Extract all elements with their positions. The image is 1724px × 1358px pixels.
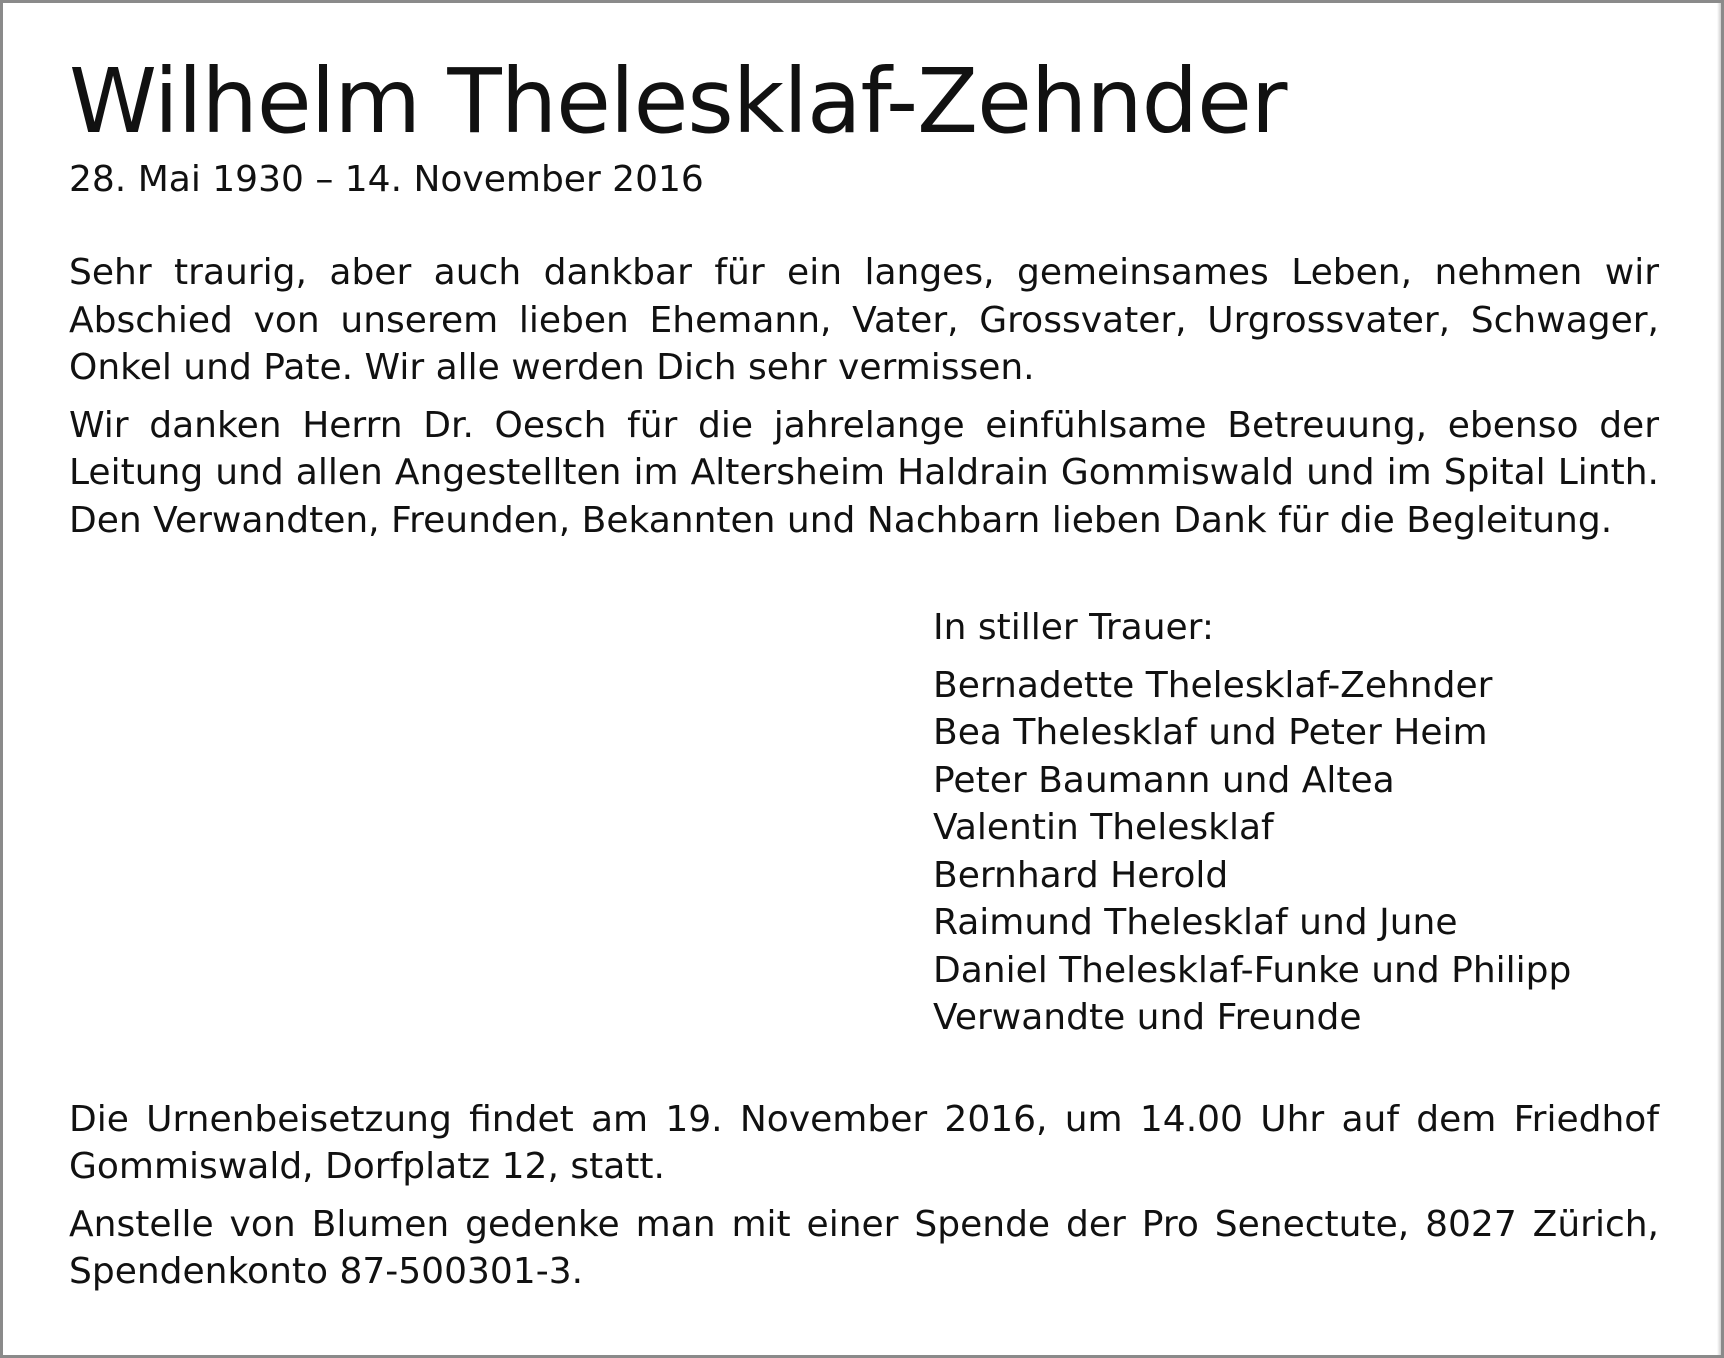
mourner-item: Raimund Thelesklaf und June [933,902,1458,943]
farewell-paragraph: Sehr traurig, aber auch dankbar für ein langes, gemeinsames Leben, nehmen wir Abschied von unserem lieben Ehemann, Vater, Grossvater, Urgrossvater, Schwager, Onkel und Pate. Wir alle werden Dich sehr vermissen. [69,252,1659,388]
thanks-paragraph: Wir danken Herrn Dr. Oesch für die jahrelange einfühlsame Betreuung, ebenso der Leitung und allen Angestellten im Altersheim Haldrain Gommiswald und im Spital Linth. Den Verwandten, Freunden, Bekannten und Nachbarn lieben Dank für die Begleitung. [69,404,1659,541]
mourner-item: Valentin Thelesklaf [933,807,1274,848]
obituary-content [69,49,1659,1296]
mourner-item: Bea Thelesklaf und Peter Heim [933,712,1488,753]
mourner-item: Bernadette Thelesklaf-Zehnder [933,664,1493,706]
deceased-name: Wilhelm Thelesklaf-Zehnder [69,49,1287,153]
mourner-item: Peter Baumann und Altea [933,759,1395,801]
mourner-list [933,662,1659,1042]
burial-paragraph: Die Urnenbeisetzung findet am 19. November 2016, um 14.00 Uhr auf dem Friedhof Gommiswald, Dorfplatz 12, statt. [69,1098,1659,1187]
mourner-item: Bernhard Herold [933,854,1229,896]
mourner-item: Verwandte und Freunde [933,997,1362,1038]
life-dates: 28. Mai 1930 – 14. November 2016 [69,159,704,200]
mourners-block [933,604,1659,1042]
donation-paragraph: Anstelle von Blumen gedenke man mit einer Spende der Pro Senectute, 8027 Zürich, Spendenkonto 87-500301-3. [69,1203,1659,1292]
mourner-item: Daniel Thelesklaf-Funke und Philipp [933,949,1572,991]
mourners-heading: In stiller Trauer: [933,607,1214,648]
